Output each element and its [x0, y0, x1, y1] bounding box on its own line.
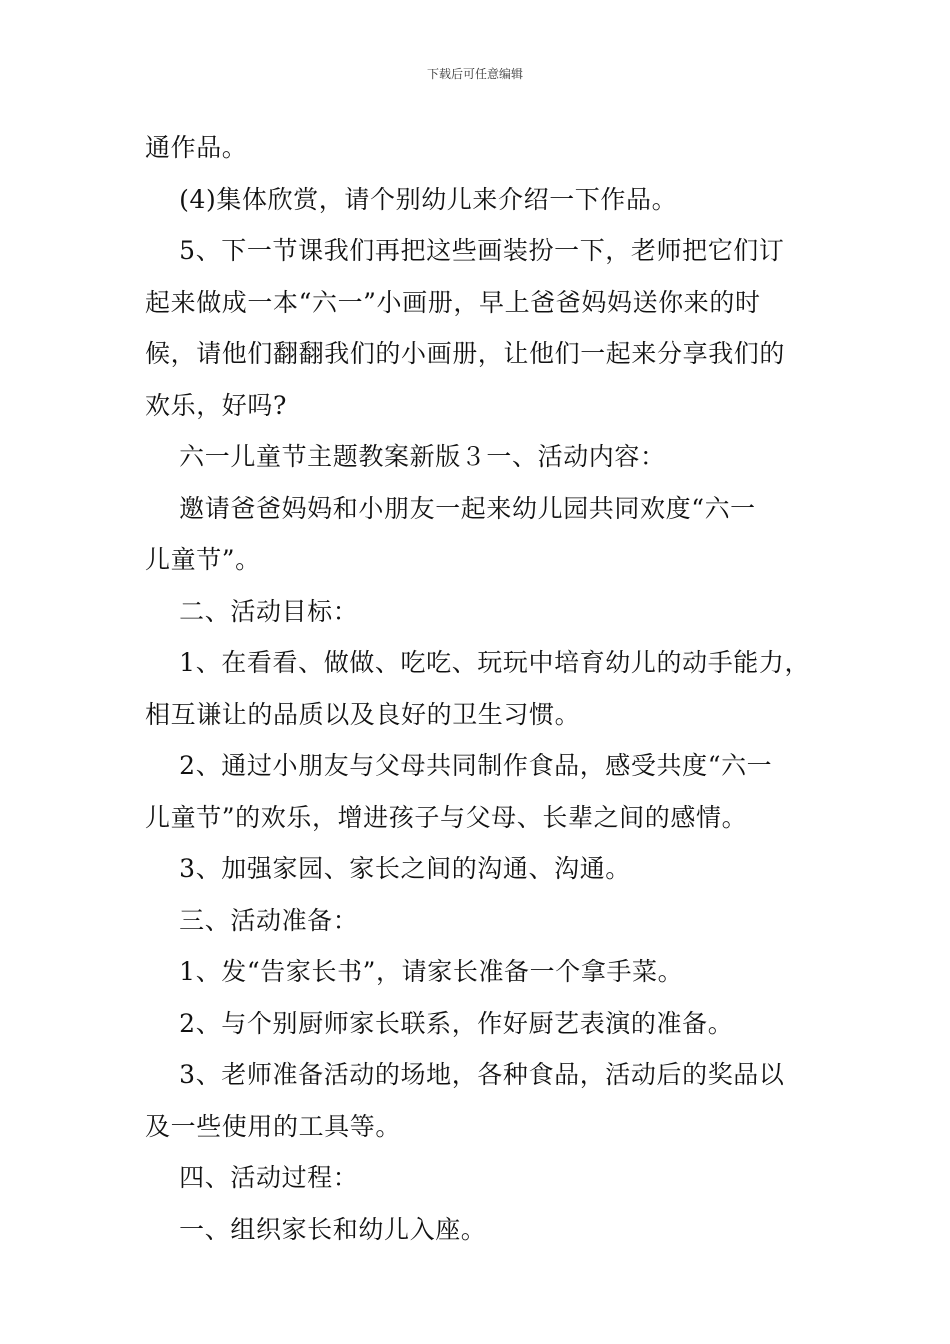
section-heading: 二、活动目标：: [145, 596, 359, 626]
text-line: 一、组织家长和幼儿入座。: [145, 1214, 487, 1244]
text-line: 邀请爸爸妈妈和小朋友一起来幼儿园共同欢度“六一: [145, 493, 756, 523]
text-line: 儿童节”的欢乐，增进孩子与父母、长辈之间的感情。: [145, 802, 748, 832]
page-header-note: 下载后可任意编辑: [426, 67, 523, 81]
text-line: 相互谦让的品质以及良好的卫生习惯。: [145, 699, 581, 729]
text-line: (4)集体欣赏，请个别幼儿来介绍一下作品。: [145, 184, 678, 214]
text-line: 2、与个别厨师家长联系，作好厨艺表演的准备。: [145, 1008, 734, 1038]
text-line: 欢乐，好吗?: [145, 390, 288, 420]
text-line: 1、发“告家长书”，请家长准备一个拿手菜。: [145, 957, 684, 986]
text-line: 六一儿童节主题教案新版３一、活动内容：: [145, 442, 666, 471]
text-line: 起来做成一本“六一”小画册，早上爸爸妈妈送你来的时: [145, 287, 761, 317]
text-line: 5、下一节课我们再把这些画装扮一下，老师把它们订: [145, 236, 785, 265]
text-line: 及一些使用的工具等。: [145, 1111, 402, 1141]
text-line: 1、在看看、做做、吃吃、玩玩中培育幼儿的动手能力，: [145, 648, 811, 677]
text-line: 儿童节”。: [145, 545, 261, 574]
section-heading: 三、活动准备：: [145, 905, 359, 935]
section-heading: 四、活动过程：: [145, 1163, 359, 1192]
text-line: 通作品。: [145, 133, 248, 162]
text-line: 3、老师准备活动的场地，各种食品，活动后的奖品以: [145, 1060, 785, 1089]
text-line: 2、通过小朋友与父母共同制作食品，感受共度“六一: [145, 751, 773, 780]
text-line: 候，请他们翻翻我们的小画册，让他们一起来分享我们的: [145, 339, 786, 368]
document-body: [145, 122, 825, 1255]
text-line: 3、加强家园、家长之间的沟通、沟通。: [145, 854, 631, 883]
